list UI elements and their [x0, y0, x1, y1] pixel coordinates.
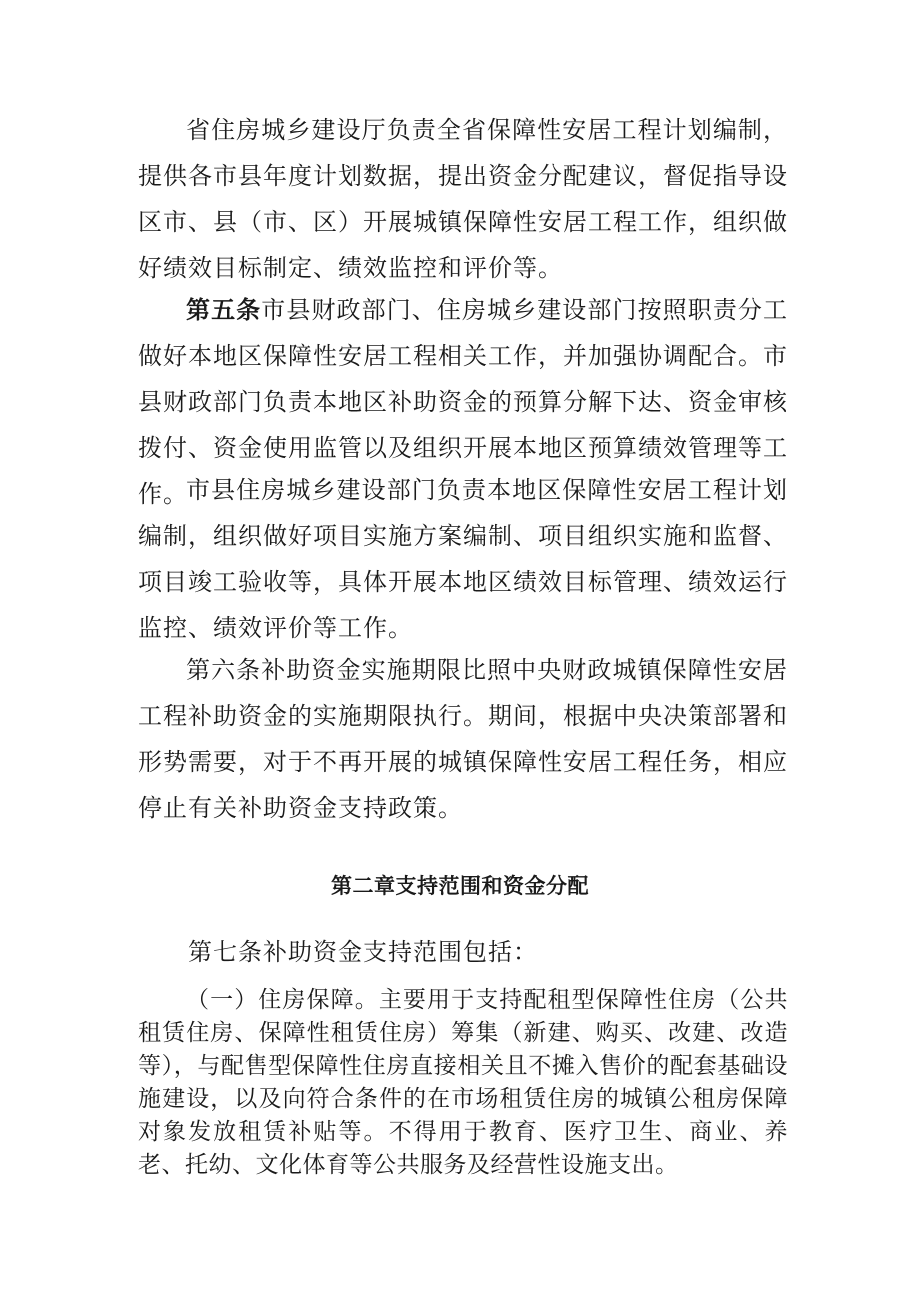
paragraph-article-7: 第七条补助资金支持范围包括：	[188, 938, 538, 966]
article-5-label: 第五条	[186, 296, 262, 324]
paragraph-city-county-housing-dept: 市县住房城乡建设部门负责本地区保障性安居工程计划编制，组织做好项目实施方案编制、项目组织实施和监督、项目竣工验收等，具体开展本地区绩效目标管理、绩效运行监控、绩效评价等工作。	[138, 476, 788, 642]
article-5-body: 市县财政部门、住房城乡建设部门按照职责分工做好本地区保障性安居工程相关工作，并加强协调配合。市县财政部门负责本地区补助资金的预算分解下达、资金审核拨付、资金使用监管以及组织开展本地区预算绩效管理等工作。	[138, 296, 789, 508]
chapter-heading: 第二章支持范围和资金分配	[331, 874, 589, 898]
paragraph-housing-support-scope: （一）住房保障。主要用于支持配租型保障性住房（公共租赁住房、保障性租赁住房）筹集（新建、购买、改建、改造等），与配售型保障性住房直接相关且不摊入售价的配套基础设施建设，以及向符合条件的在市场租赁住房的城镇公租房保障对象发放租赁补贴等。不得用于教育、医疗卫生、商业、养老、托幼、文化体育等公共服务及经营性设施支出。	[138, 987, 788, 1178]
paragraph-provincial-duties: 省住房城乡建设厅负责全省保障性安居工程计划编制，提供各市县年度计划数据，提出资金分配建议，督促指导设区市、县（市、区）开展城镇保障性安居工程工作，组织做好绩效目标制定、绩效监控和评价等。	[138, 116, 788, 282]
paragraph-article-6: 第六条补助资金实施期限比照中央财政城镇保障性安居工程补助资金的实施期限执行。期间，根据中央决策部署和形势需要，对于不再开展的城镇保障性安居工程任务，相应停止有关补助资金支持政策。	[138, 656, 788, 822]
